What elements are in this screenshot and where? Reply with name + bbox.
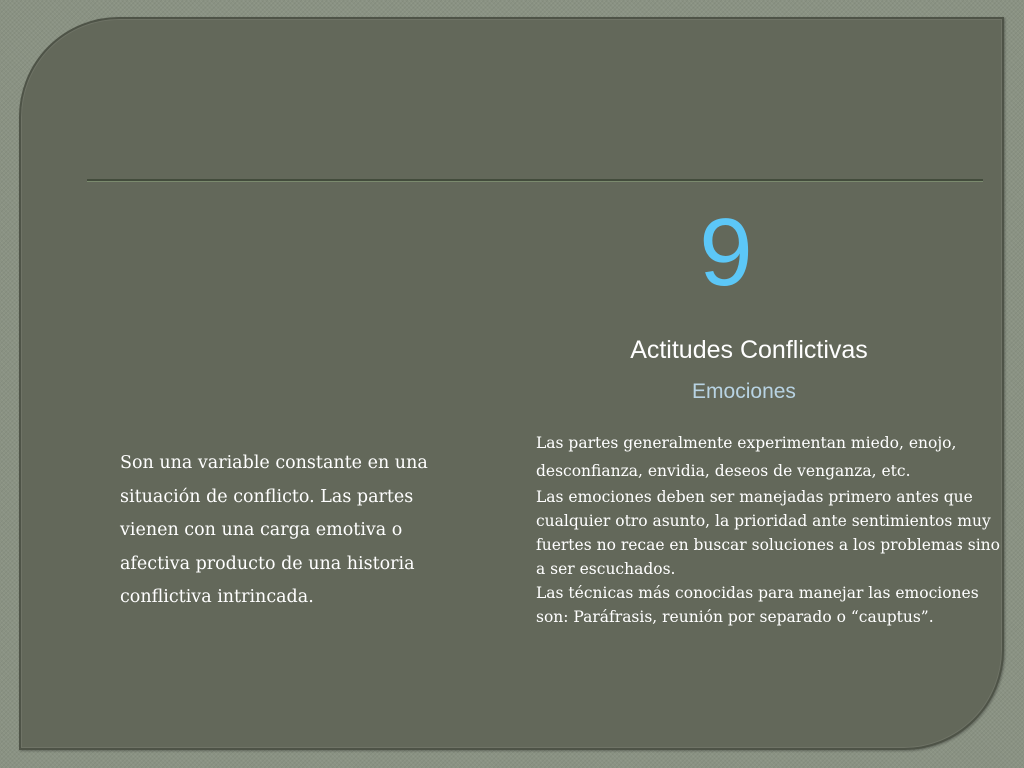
slide-subtitle: Emociones: [692, 380, 796, 403]
right-body-text: [536, 429, 1006, 629]
right-paragraph: Las emociones deben ser manejadas primero antes que cualquier otro asunto, la prioridad ante sentimientos muy fuertes no recae en buscar soluciones a los problemas sino a ser escuchados.: [536, 488, 1000, 578]
right-paragraph: Las partes generalmente experimentan miedo, enojo, desconfianza, envidia, deseos de venganza, etc.: [536, 434, 957, 480]
left-body-text: Son una variable constante en una situación de conflicto. Las partes vienen con una carga emotiva o afectiva producto de una historia conflictiva intrincada.: [120, 453, 428, 607]
title-divider-line: [87, 179, 983, 182]
slide-frame: [19, 17, 1004, 750]
slide-title: Actitudes Conflictivas: [630, 336, 868, 364]
right-paragraph: Las técnicas más conocidas para manejar las emociones son: Paráfrasis, reunión por separado o “cauptus”.: [536, 584, 979, 626]
slide-number: 9: [699, 199, 753, 306]
